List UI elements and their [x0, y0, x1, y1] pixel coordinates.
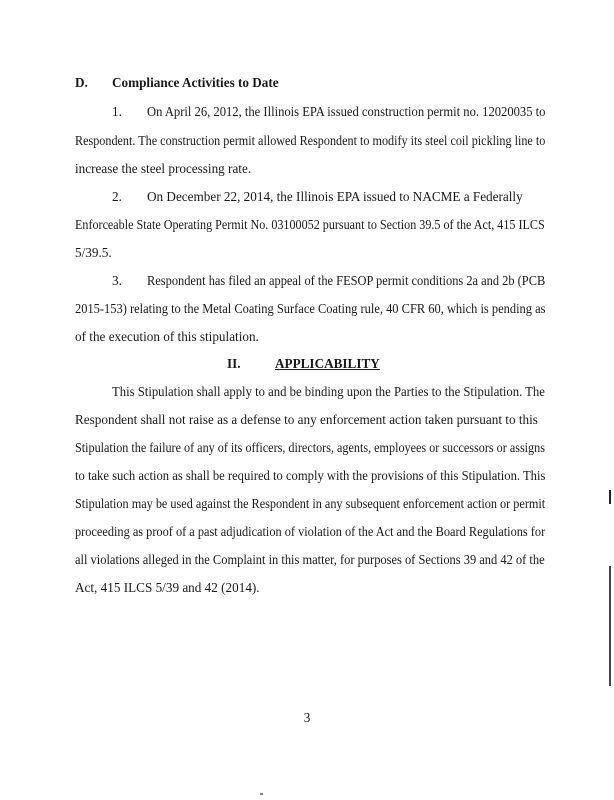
item-3-number: 3.	[112, 273, 122, 288]
item-2-line-2: Enforceable State Operating Permit No. 03100052 pursuant to Section 39.5 of the Act, 415 ILCS	[75, 217, 545, 232]
applicability-line-2: Respondent shall not raise as a defense to any enforcement action taken pursuant to this	[75, 412, 538, 427]
item-3-line-2: 2015-153) relating to the Metal Coating Surface Coating rule, 40 CFR 60, which is pending as	[75, 301, 546, 316]
section-ii-numeral: II.	[227, 356, 241, 371]
item-2-number: 2.	[112, 189, 122, 204]
page-number: 3	[303, 710, 311, 725]
applicability-line-4: to take such action as shall be required to comply with the provisions of this Stipulation. This	[75, 468, 546, 483]
item-3-line-1: Respondent has filed an appeal of the FESOP permit conditions 2a and 2b (PCB	[147, 273, 546, 288]
applicability-line-6: proceeding as proof of a past adjudication of violation of the Act and the Board Regulations for	[75, 524, 546, 539]
item-2-line-1: On December 22, 2014, the Illinois EPA issued to NACME a Federally	[147, 189, 523, 204]
section-ii-title: APPLICABILITY	[275, 356, 380, 371]
applicability-line-5: Stipulation may be used against the Respondent in any subsequent enforcement action or permit	[75, 496, 546, 511]
applicability-line-3: Stipulation the failure of any of its officers, directors, agents, employees or successors or assigns	[75, 440, 545, 455]
item-3-line-3: of the execution of this stipulation.	[75, 329, 259, 344]
scan-mark	[609, 490, 611, 504]
item-1-line-3: increase the steel processing rate.	[75, 161, 252, 176]
scan-mark	[260, 793, 263, 795]
applicability-line-1: This Stipulation shall apply to and be binding upon the Parties to the Stipulation. The	[112, 384, 545, 399]
item-1-line-1: On April 26, 2012, the Illinois EPA issued construction permit no. 12020035 to	[147, 104, 546, 119]
applicability-line-8: Act, 415 ILCS 5/39 and 42 (2014).	[75, 580, 260, 595]
item-2-line-3: 5/39.5.	[75, 245, 112, 260]
section-d-letter: D.	[75, 75, 88, 90]
item-1-line-2: Respondent. The construction permit allowed Respondent to modify its steel coil pickling line to	[75, 133, 546, 148]
item-1-number: 1.	[112, 104, 122, 119]
scan-mark	[609, 566, 611, 686]
applicability-line-7: all violations alleged in the Complaint in this matter, for purposes of Sections 39 and 42 of the	[75, 552, 545, 567]
section-d-title: Compliance Activities to Date	[112, 75, 279, 90]
